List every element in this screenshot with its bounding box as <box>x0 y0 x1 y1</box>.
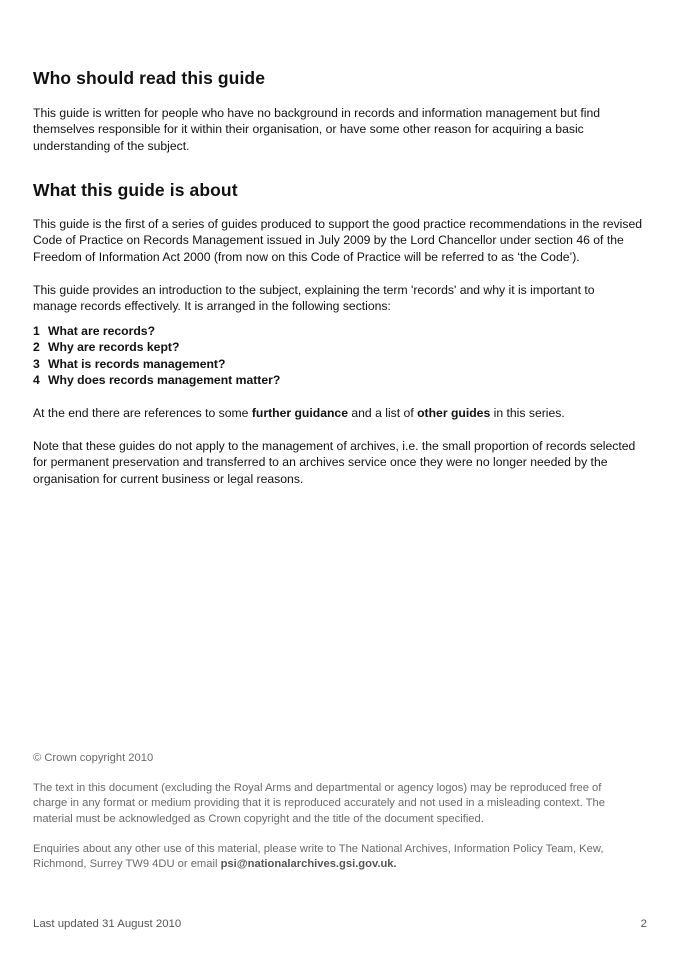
licence-text: The text in this document (excluding the Royal Arms and departmental or agency logos) may be reproduced free of charge in any format or medium providing that it is reproduced accurately and not used in a misleading context. The material must be acknowledged as Crown copyright and the title of the document specified. <box>33 782 605 825</box>
other-guides-reference: other guides <box>417 406 491 420</box>
end-references-paragraph <box>33 405 643 421</box>
section-title: What is records management? <box>48 356 226 371</box>
contact-email: psi@nationalarchives.gsi.gov.uk <box>220 858 394 871</box>
further-guidance-reference: further guidance <box>251 406 348 420</box>
copyright-notice: © Crown copyright 2010 <box>33 752 154 764</box>
heading-who-should-read: Who should read this guide <box>33 68 266 88</box>
last-updated-date: Last updated 31 August 2010 <box>33 918 182 930</box>
section-title: Why are records kept? <box>48 340 180 355</box>
page-number: 2 <box>640 918 647 930</box>
enquiries-text <box>33 842 633 873</box>
list-item <box>33 323 280 339</box>
section-number: 4 <box>33 373 40 388</box>
list-item <box>33 356 280 372</box>
section-number: 1 <box>33 324 40 338</box>
section-number: 2 <box>33 340 40 355</box>
note-paragraph: Note that these guides do not apply to the management of archives, i.e. the small proportion of records selected for permanent preservation and transferred to an archives service once they were no longer needed by the organisation for current business or legal reasons. <box>33 439 636 486</box>
enquiries-body: Enquiries about any other use of this material, please write to The National Archives, Information Policy Team, Kew, Richmond, Surrey TW9 4DU or email <box>33 843 604 871</box>
sections-list <box>33 323 280 389</box>
what-paragraph-2: This guide provides an introduction to the subject, explaining the term 'records' and why it is important to manage records effectively. It is arranged in the following sections: <box>33 283 595 314</box>
heading-what-guide-about: What this guide is about <box>33 180 238 200</box>
end-text-3: in this series. <box>490 406 565 420</box>
who-paragraph: This guide is written for people who have no background in records and information management but find themselves responsible for it within their organisation, or have some other reason for acquiring a basic understanding of the subject. <box>33 106 601 153</box>
list-item <box>33 339 280 355</box>
section-number: 3 <box>33 356 40 371</box>
list-item <box>33 372 280 388</box>
section-title: What are records? <box>48 324 156 338</box>
what-paragraph-1: This guide is the first of a series of guides produced to support the good practice recommendations in the revised Code of Practice on Records Management issued in July 2009 by the Lord Chancellor under section 46 of the Freedom of Information Act 2000 (from now on this Code of Practice will be referred to as ‘the Code’). <box>33 217 643 264</box>
end-text-2: and a list of <box>347 406 418 420</box>
end-text-1: At the end there are references to some <box>33 406 252 420</box>
section-title: Why does records management matter? <box>48 373 281 388</box>
email-suffix: . <box>393 858 397 871</box>
